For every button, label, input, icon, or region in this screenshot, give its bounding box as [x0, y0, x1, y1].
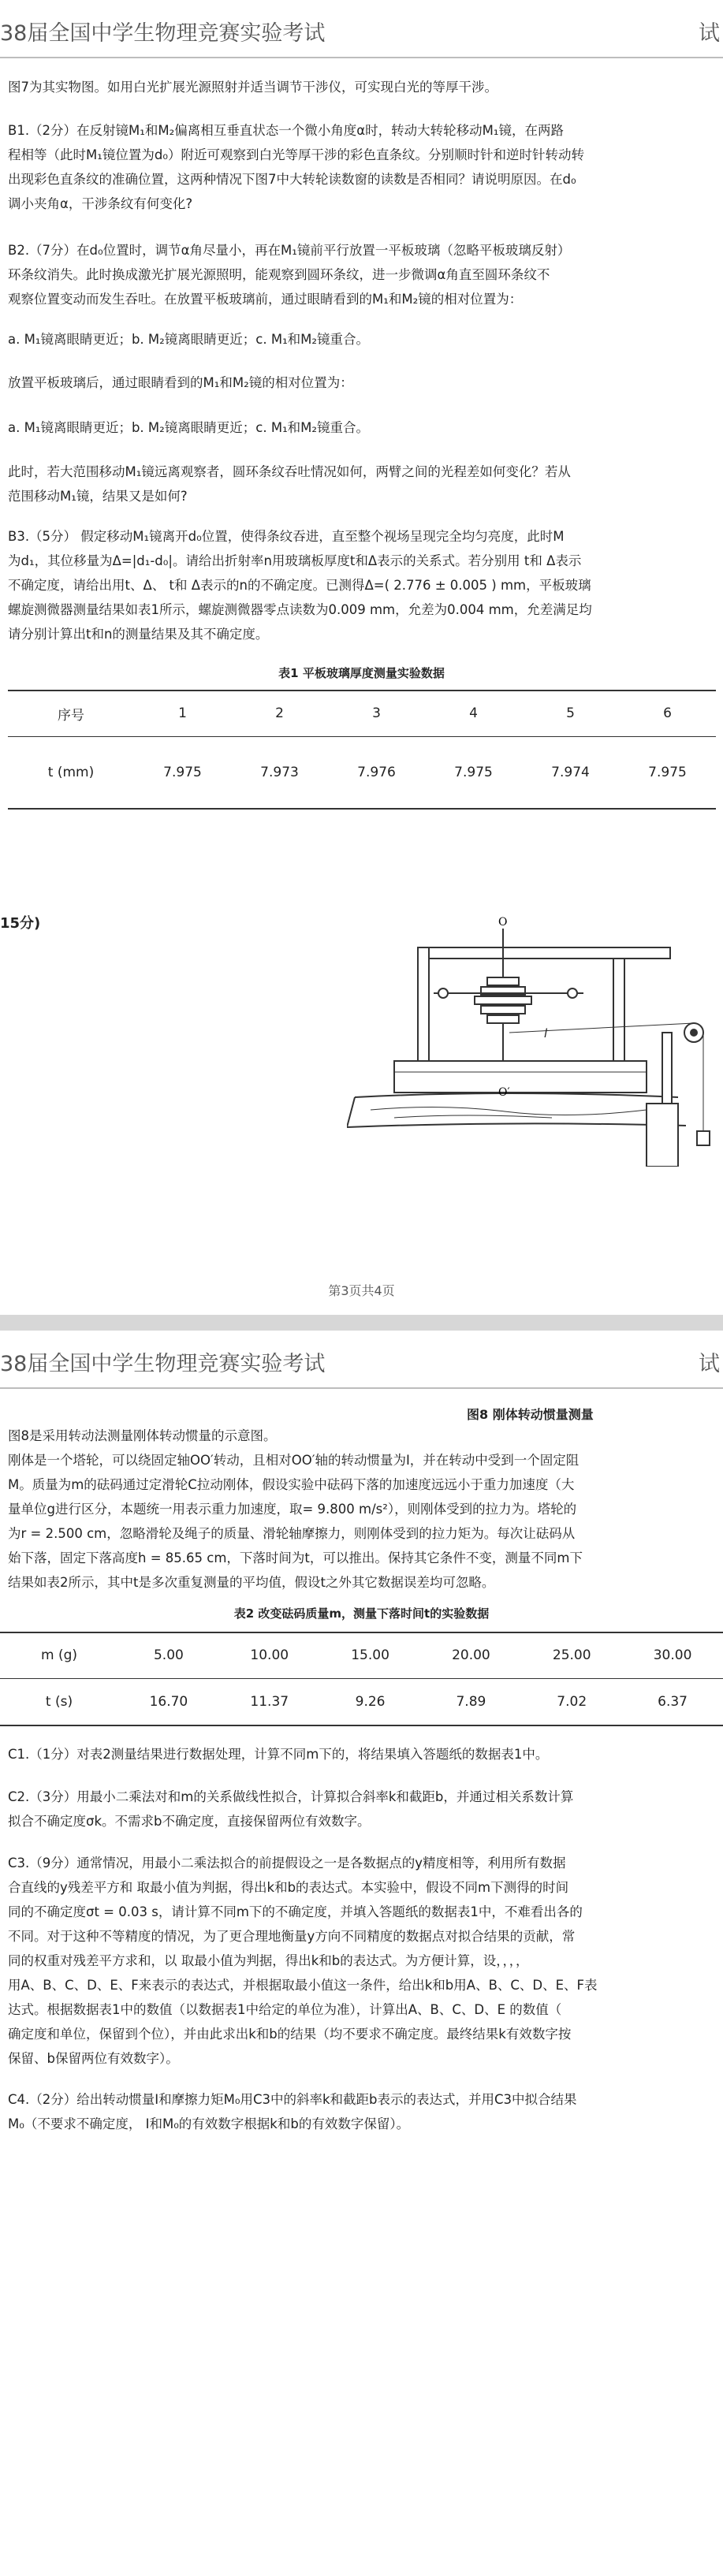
table1-header-label: 序号: [58, 707, 84, 724]
question-c4: C4.（2分）给出转动惯量I和摩擦力矩M₀用C3中的斜率k和截距b表示的表达式，并用C3中拟合结果 M₀（不要求不确定度， I和M₀的有效数字根据k和b的有效数字保留）。: [8, 2092, 577, 2131]
table1-index: 1: [178, 705, 187, 722]
intro-paragraph: 图7为其实物图。如用白光扩展光源照射并适当调节干涉仪，可实现白光的等厚干涉。: [8, 80, 498, 95]
page-header: [0, 0, 723, 58]
table2-m-value: 15.00: [351, 1647, 389, 1664]
table1-caption: 表1 平板玻璃厚度测量实验数据: [278, 666, 445, 680]
table1-value: 7.975: [163, 764, 202, 780]
table1-index: 2: [275, 705, 284, 722]
table2-m-value: 20.00: [452, 1647, 490, 1664]
header-right-text: 试: [699, 1352, 720, 1376]
table2: [0, 1632, 723, 1726]
header-right-text: 试: [699, 21, 720, 46]
b2-tail: 此时，若大范围移动M₁镜远离观察者，圆环条纹吞吐情况如何，两臂之间的光程差如何变化？若从 范围移动M₁镜，结果又是如何?: [8, 464, 571, 504]
rigid-body-intro: 图8是采用转动法测量刚体转动惯量的示意图。 刚体是一个塔轮，可以绕固定轴OO′转动，且相对OO′轴的转动惯量为I，并在转动中受到一个固定阻 M。质量为m的砝码通过定滑轮C拉动刚体，假设实验中砝码下落的加速度远远小于重力加速度（大 量单位g进行区分，本题统一用表示重力加速度，取= 9.800 m/s²），则刚体受到的拉力为。塔轮的 为r = 2.500 cm，忽略滑轮及绳子的质量、滑轮轴摩擦力，则刚体受到的拉力矩为。每次让砝码从 始下落，固定下落高度h = 85.65 cm，下落时间为t，可以推出。保持其它条件不变，测量不同m下 结果如表2所示，其中t是多次重复测量的平均值，假设t之外其它数据误差均可忽略。: [8, 1428, 583, 1590]
table1-value: 7.975: [454, 764, 493, 780]
table2-m-label: m (g): [40, 1647, 78, 1664]
question-c2: C2.（3分）用最小二乘法对和m的关系做线性拟合，计算拟合斜率k和截距b，并通过相关系数计算 拟合不确定度σk。不需求b不确定度，直接保留两位有效数字。: [8, 1789, 574, 1829]
question-c3: C3.（9分）通常情况，用最小二乘法拟合的前提假设之一是各数据点的y精度相等，利用所有数据 合直线的y残差平方和 取最小值为判据，得出k和b的表达式。本实验中，假设不同m下测得的时间 同的不确定度σt = 0.03 s，请计算不同m下的不确定度，并填入答题纸的数据表1中，不难看出各的 不同。对于这种不等精度的情况，为了更合理地衡量y方向不同精度的数据点对拟合结果的贡献，常 同的权重对残差平方求和，以 取最小值为判据，得出k和b的表达式。为方便计算，设，，，， 用A、B、C、D、E、F来表示的表达式，并根据取最小值这一条件，给出k和b用A、B、C、D、E、F表 达式。根据数据表1中的数值（以数据表1中给定的单位为准），计算出A、B、C、D、E 的数值（ 确定度和单位，保留到个位），并由此求出k和b的结果（均不要求不确定度。最终结果k有效数字按 保留、b保留两位有效数字）。: [8, 1856, 598, 2066]
table1-value: 7.973: [260, 764, 299, 780]
table2-t-value: 7.02: [557, 1693, 587, 1710]
table2-t-label: t (s): [45, 1693, 73, 1710]
table1-value: 7.974: [551, 764, 590, 780]
b2-options-after: a. M₁镜离眼睛更近；b. M₂镜离眼睛更近；c. M₁和M₂镜重合。: [8, 420, 370, 435]
exam-page-4: [0, 1331, 723, 2576]
table2-t-value: 11.37: [250, 1693, 289, 1710]
figure8-caption: 图8 刚体转动惯量测量: [467, 1407, 594, 1422]
table2-t-value: 6.37: [658, 1693, 688, 1710]
table1-value: 7.975: [648, 764, 687, 780]
table2-caption: 表2 改变砝码质量m，测量下落时间t的实验数据: [233, 1606, 490, 1621]
rotation-apparatus-figure: [347, 914, 721, 1167]
exam-title: 38届全国中学生物理竞赛实验考试: [0, 1352, 326, 1376]
page-header: [0, 1331, 723, 1389]
figure-length-label: l: [544, 1026, 548, 1040]
table2-t-value: 9.26: [355, 1693, 386, 1710]
b2-options-before: a. M₁镜离眼睛更近；b. M₂镜离眼睛更近；c. M₁和M₂镜重合。: [8, 332, 370, 347]
table1-index: 4: [469, 705, 478, 722]
table1-header-row: [8, 691, 716, 736]
table1: [8, 690, 716, 810]
table1-index: 3: [372, 705, 381, 722]
table2-m-value: 5.00: [153, 1647, 184, 1664]
table1-value: 7.976: [357, 764, 396, 780]
table1-row-label: t (mm): [47, 764, 95, 780]
question-c1: C1.（1分）对表2测量结果进行数据处理，计算不同m下的，将结果填入答题纸的数据表1中。: [8, 1747, 549, 1762]
question-b2: B2.（7分）在d₀位置时，调节α角尽量小，再在M₁镜前平行放置一平板玻璃（忽略平板玻璃反射） 环条纹消失。此时换成激光扩展光源照明，能观察到圆环条纹，进一步微调α角直至圆环条纹不 观察位置变动而发生吞吐。在放置平板玻璃前，通过眼睛看到的M₁和M₂镜的相对位置为：: [8, 243, 571, 307]
b2-after-text: 放置平板玻璃后，通过眼睛看到的M₁和M₂镜的相对位置为：: [8, 375, 353, 390]
table2-mass-row: [0, 1632, 723, 1678]
table2-t-value: 7.89: [456, 1693, 486, 1710]
table1-index: 5: [566, 705, 575, 722]
page-gap: [0, 1315, 723, 1331]
table2-m-value: 30.00: [653, 1647, 692, 1664]
page-number: 第3页共4页: [328, 1283, 395, 1298]
question-b3: B3.（5分） 假定移动M₁镜离开d₀位置，使得条纹吞进，直至整个视场呈现完全均匀亮度，此时M 为d₁，其位移量为Δ=|d₁-d₀|。请给出折射率n用玻璃板厚度t和Δ表示的关系式。若分别用 t和 Δ表示 不确定度，请给出用t、Δ、 t和 Δ表示的n的不确定度。已测得Δ=( 2.776 ± 0.005 ) mm，平板玻璃 螺旋测微器测量结果如表1所示，螺旋测微器零点读数为0.009 mm，允差为0.004 mm，允差满足均 请分别计算出t和n的测量结果及其不确定度。: [8, 529, 592, 642]
figure-axis-label-o: O: [498, 916, 508, 929]
table1-index: 6: [663, 705, 672, 722]
table2-time-row: [0, 1678, 723, 1725]
table2-t-value: 16.70: [149, 1693, 188, 1710]
table1-value-row: [8, 736, 716, 809]
table2-m-value: 10.00: [250, 1647, 289, 1664]
figure-axis-label-o-prime: O′: [498, 1086, 510, 1099]
question-b1: B1.（2分）在反射镜M₁和M₂偏离相互垂直状态一个微小角度α时，转动大转轮移动M₁镜，在两路 程相等（此时M₁镜位置为d₀）附近可观察到白光等厚干涉的彩色直条纹。分别顺时针和逆时针转动转 出现彩色直条纹的准确位置，这两种情况下图7中大转轮读数窗的读数是否相同？请说明原因。在d₀ 调小夹角α，干涉条纹有何变化?: [8, 123, 584, 211]
exam-title: 38届全国中学生物理竞赛实验考试: [0, 21, 326, 46]
section-score: 15分): [0, 915, 41, 932]
table2-m-value: 25.00: [552, 1647, 591, 1664]
